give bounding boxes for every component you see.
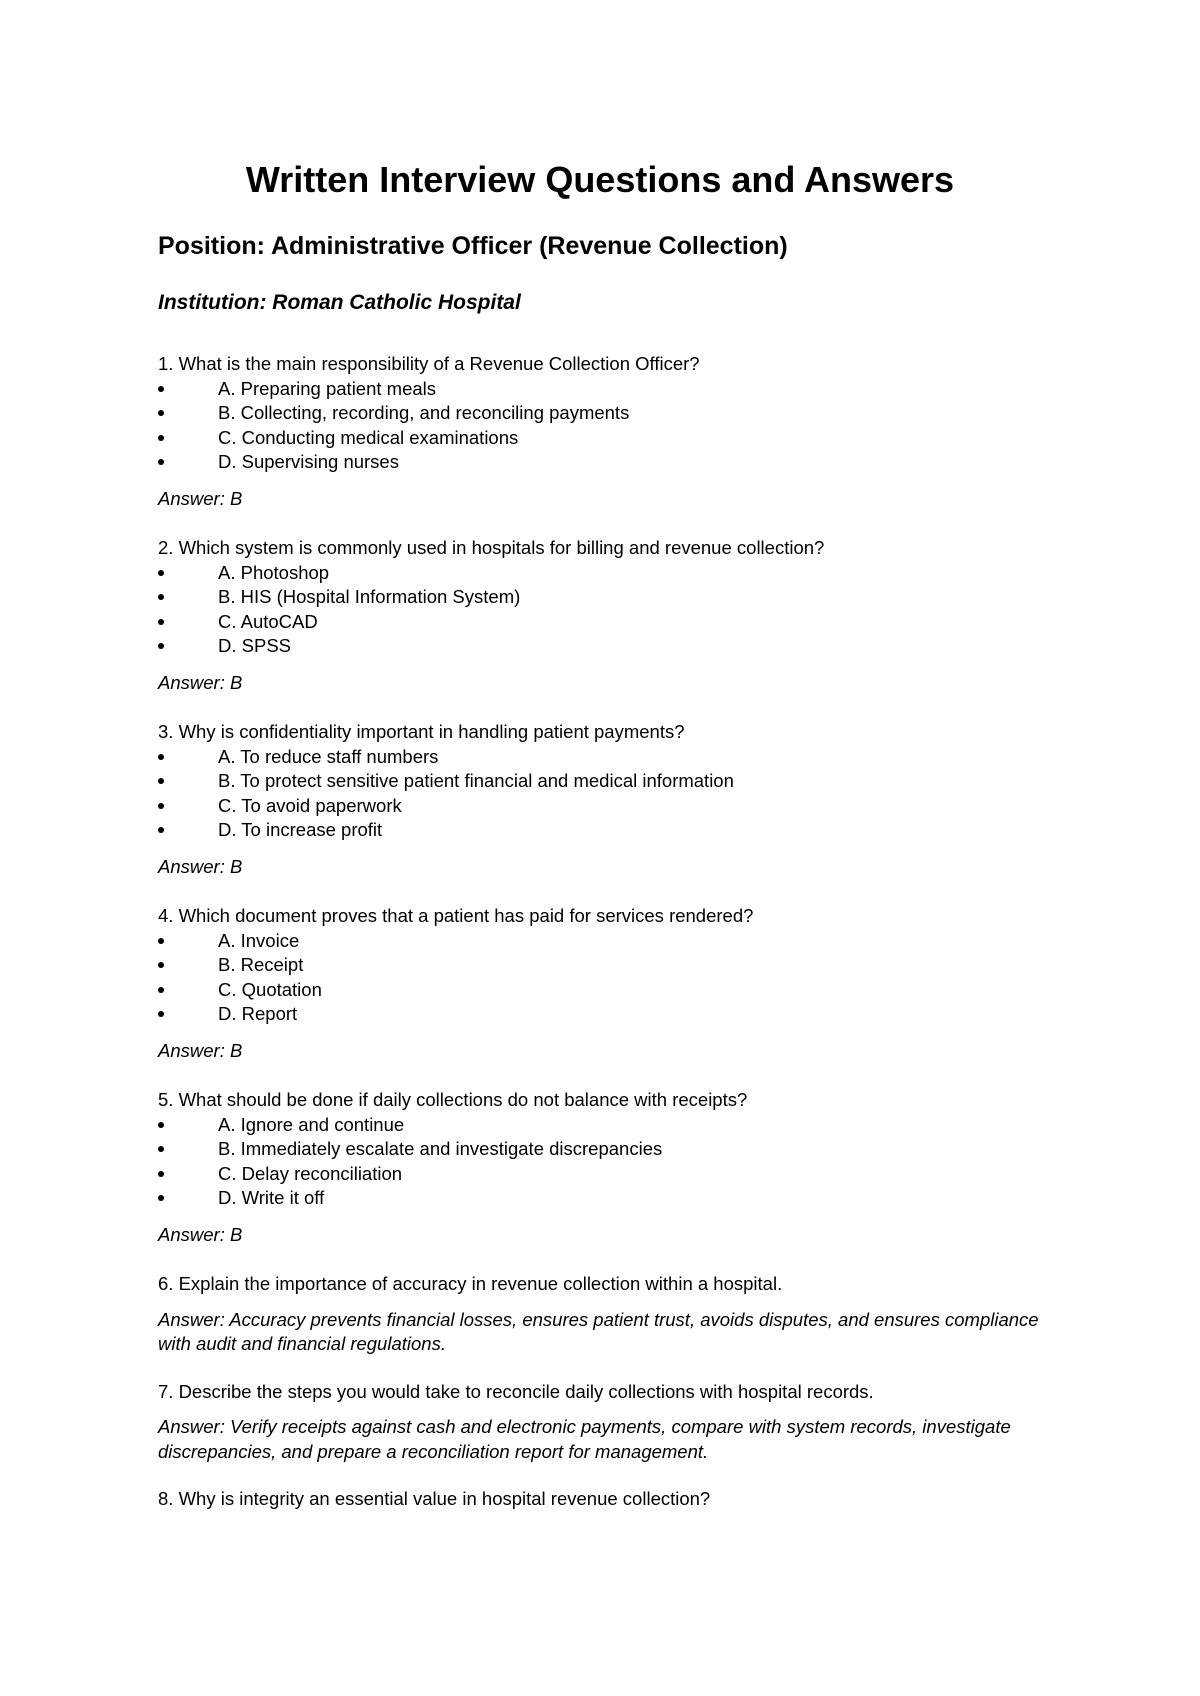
option-item (158, 818, 1058, 843)
bullet-icon (158, 1171, 164, 1177)
option-text: C. Quotation (218, 978, 322, 1000)
option-text: C. Delay reconciliation (218, 1162, 403, 1184)
bullet-icon (158, 962, 164, 968)
bullet-icon (158, 1122, 164, 1128)
question-text: 3. Why is confidentiality important in handling patient payments? (158, 721, 685, 742)
answer-text: Answer: B (158, 487, 243, 509)
question-text: 7. Describe the steps you would take to reconcile daily collections with hospital records. (158, 1380, 874, 1402)
bullet-icon (158, 594, 164, 600)
option-text: D. Write it off (218, 1187, 325, 1208)
bullet-icon (158, 1195, 164, 1201)
option-item (158, 634, 1058, 659)
question-text: 1. What is the main responsibility of a Revenue Collection Officer? (158, 353, 700, 374)
position-heading: Position: Administrative Officer (Revenue Collection) (158, 232, 788, 260)
option-text: A. Ignore and continue (218, 1113, 405, 1135)
bullet-icon (158, 987, 164, 993)
option-item (158, 1162, 1058, 1187)
bullet-icon (158, 827, 164, 833)
answer-text: Answer: Accuracy prevents financial losses, ensures patient trust, avoids disputes, and ensures compliance with audit and financial regulations. (158, 1308, 1039, 1354)
question-block (158, 352, 1058, 511)
option-item (158, 426, 1058, 451)
answer-text: Answer: B (158, 1223, 243, 1245)
option-item (158, 953, 1058, 978)
options-list (158, 929, 1058, 1027)
question-block (158, 1272, 1058, 1357)
bullet-icon (158, 459, 164, 465)
option-text: B. To protect sensitive patient financial and medical information (218, 770, 734, 791)
bullet-icon (158, 410, 164, 416)
question-block (158, 536, 1058, 695)
option-item (158, 1002, 1058, 1027)
option-item (158, 769, 1058, 794)
bullet-icon (158, 619, 164, 625)
option-item (158, 561, 1058, 586)
answer-text: Answer: B (158, 1039, 243, 1061)
options-list (158, 1113, 1058, 1211)
option-text: B. Collecting, recording, and reconciling payments (218, 402, 630, 423)
option-text: C. Conducting medical examinations (218, 426, 519, 448)
option-item (158, 929, 1058, 954)
bullet-icon (158, 570, 164, 576)
option-text: D. Report (218, 1003, 298, 1024)
answer-text: Answer: B (158, 671, 243, 693)
question-text: 5. What should be done if daily collections do not balance with receipts? (158, 1089, 748, 1110)
bullet-icon (158, 803, 164, 809)
question-text: 4. Which document proves that a patient has paid for services rendered? (158, 905, 754, 926)
option-item (158, 1113, 1058, 1138)
option-text: B. Immediately escalate and investigate discrepancies (218, 1138, 663, 1159)
option-item (158, 585, 1058, 610)
option-text: D. SPSS (218, 635, 291, 656)
options-list (158, 561, 1058, 659)
question-block (158, 720, 1058, 879)
option-item (158, 978, 1058, 1003)
options-list (158, 745, 1058, 843)
option-text: B. HIS (Hospital Information System) (218, 586, 521, 607)
option-item (158, 450, 1058, 475)
question-text: 6. Explain the importance of accuracy in revenue collection within a hospital. (158, 1273, 783, 1294)
bullet-icon (158, 435, 164, 441)
option-item (158, 377, 1058, 402)
option-text: B. Receipt (218, 954, 304, 975)
bullet-icon (158, 386, 164, 392)
question-block (158, 1380, 1058, 1465)
bullet-icon (158, 643, 164, 649)
option-text: C. AutoCAD (218, 610, 318, 632)
option-text: A. Photoshop (218, 561, 330, 583)
answer-text: Answer: B (158, 855, 243, 877)
question-block (158, 904, 1058, 1063)
bullet-icon (158, 938, 164, 944)
institution-heading: Institution: Roman Catholic Hospital (158, 291, 521, 314)
option-item (158, 1137, 1058, 1162)
option-item (158, 794, 1058, 819)
bullet-icon (158, 778, 164, 784)
question-text: 8. Why is integrity an essential value in hospital revenue collection? (158, 1488, 711, 1509)
option-text: A. To reduce staff numbers (218, 745, 439, 767)
option-item (158, 610, 1058, 635)
bullet-icon (158, 1146, 164, 1152)
question-text: 2. Which system is commonly used in hospitals for billing and revenue collection? (158, 537, 825, 558)
option-item (158, 1186, 1058, 1211)
option-text: D. To increase profit (218, 819, 383, 840)
bullet-icon (158, 1011, 164, 1017)
question-block (158, 1088, 1058, 1247)
question-block (158, 1487, 1058, 1512)
options-list (158, 377, 1058, 475)
option-text: A. Preparing patient meals (218, 377, 437, 399)
option-item (158, 401, 1058, 426)
answer-text: Answer: Verify receipts against cash and electronic payments, compare with system records, investigate discrepancies, and prepare a reconciliation report for management. (158, 1416, 1011, 1462)
questions-section (158, 352, 1058, 1535)
document-title: Written Interview Questions and Answers (245, 159, 955, 200)
option-text: C. To avoid paperwork (218, 794, 402, 816)
option-text: D. Supervising nurses (218, 451, 399, 472)
option-text: A. Invoice (218, 929, 300, 951)
option-item (158, 745, 1058, 770)
bullet-icon (158, 754, 164, 760)
